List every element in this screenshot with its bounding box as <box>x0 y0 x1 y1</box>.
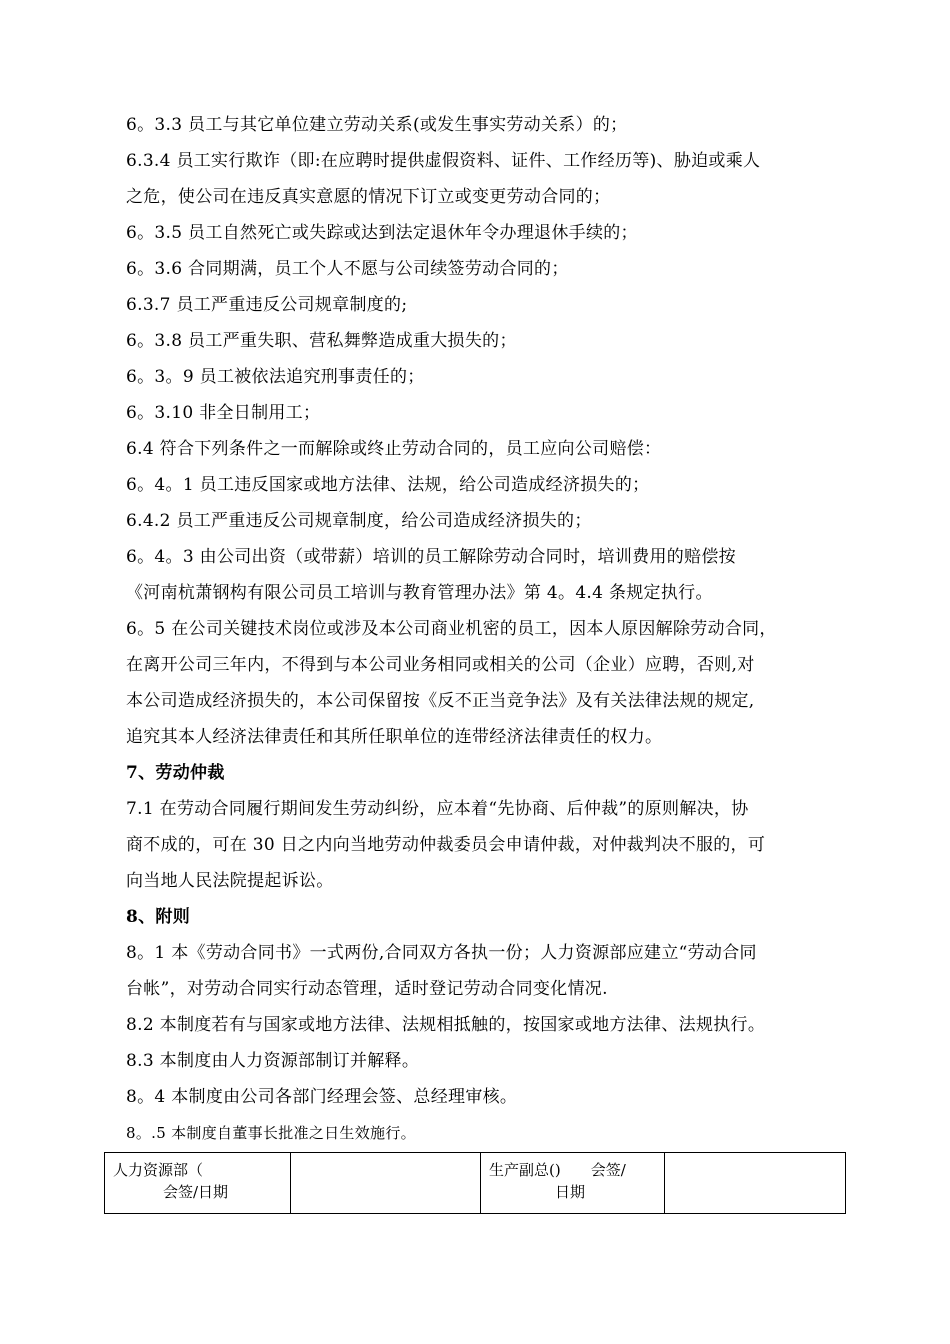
text-line: 6。3.10 非全日制用工； <box>126 403 321 423</box>
section-heading: 7、劳动仲裁 <box>126 763 225 783</box>
production-vp-sign-field[interactable] <box>665 1153 846 1214</box>
text-line: 6.3.7 员工严重违反公司规章制度的; <box>126 295 408 315</box>
text-line: 8。.5 本制度自董事长批准之日生效施行。 <box>126 1124 416 1142</box>
text-line: 6.3.4 员工实行欺诈（即:在应聘时提供虚假资料、证件、工作经历等)、胁迫或乘人 <box>126 151 761 171</box>
text-line: 《河南杭萧钢构有限公司员工培训与教育管理办法》第 4。4.4 条规定执行。 <box>126 583 713 603</box>
text-line: 6。3.6 合同期满，员工个人不愿与公司续签劳动合同的； <box>126 259 569 279</box>
text-line: 6。4。1 员工违反国家或地方法律、法规，给公司造成经济损失的； <box>126 475 650 495</box>
text-line: 8.2 本制度若有与国家或地方法律、法规相抵触的，按国家或地方法律、法规执行。 <box>126 1015 766 1035</box>
section-heading: 8、附则 <box>126 907 191 927</box>
text-line: 6。3.8 员工严重失职、营私舞弊造成重大损失的； <box>126 331 517 351</box>
text-line: 6。4。3 由公司出资（或带薪）培训的员工解除劳动合同时，培训费用的赔偿按 <box>126 547 736 567</box>
signature-table <box>104 1152 846 1214</box>
text-line: 6。3.5 员工自然死亡或失踪或达到法定退休年令办理退休手续的； <box>126 223 638 243</box>
text-line: 6.4 符合下列条件之一而解除或终止劳动合同的，员工应向公司赔偿： <box>126 439 662 459</box>
text-line: 7.1 在劳动合同履行期间发生劳动纠纷，应本着“先协商、后仲裁”的原则解决，协 <box>126 799 749 819</box>
text-line: 台帐”，对劳动合同实行动态管理，适时登记劳动合同变化情况. <box>126 979 608 999</box>
text-line: 6。3.3 员工与其它单位建立劳动关系(或发生事实劳动关系）的； <box>126 115 628 135</box>
production-vp-cell <box>481 1153 665 1214</box>
text-line: 追究其本人经济法律责任和其所任职单位的连带经济法律责任的权力。 <box>126 727 663 747</box>
text-line: 在离开公司三年内，不得到与本公司业务相同或相关的公司（企业）应聘，否则,对 <box>126 655 755 675</box>
hr-dept-label: 人力资源部（ <box>113 1161 204 1179</box>
production-vp-label: 生产副总() 会签/ <box>489 1161 626 1179</box>
text-line: 向当地人民法院提起诉讼。 <box>126 871 334 891</box>
text-line: 商不成的，可在 30 日之内向当地劳动仲裁委员会申请仲裁，对仲裁判决不服的，可 <box>126 835 766 855</box>
text-line: 8。1 本《劳动合同书》一式两份,合同双方各执一份；人力资源部应建立“劳动合同 <box>126 943 757 963</box>
hr-dept-cell <box>105 1153 291 1214</box>
text-line: 6。5 在公司关键技术岗位或涉及本公司商业机密的员工，因本人原因解除劳动合同， <box>126 619 777 639</box>
text-line: 之危，使公司在违反真实意愿的情况下订立或变更劳动合同的； <box>126 187 611 207</box>
text-line: 6。3。9 员工被依法追究刑事责任的； <box>126 367 425 387</box>
hr-dept-sign-date-label: 会签/日期 <box>163 1183 229 1201</box>
text-line: 6.4.2 员工严重违反公司规章制度，给公司造成经济损失的； <box>126 511 592 531</box>
signature-row <box>105 1153 846 1214</box>
hr-dept-sign-field[interactable] <box>291 1153 481 1214</box>
text-line: 8.3 本制度由人力资源部制订并解释。 <box>126 1051 420 1071</box>
text-line: 本公司造成经济损失的，本公司保留按《反不正当竞争法》及有关法律法规的规定, <box>126 691 755 711</box>
text-line: 8。4 本制度由公司各部门经理会签、总经理审核。 <box>126 1087 518 1107</box>
production-vp-date-label: 日期 <box>555 1183 586 1201</box>
